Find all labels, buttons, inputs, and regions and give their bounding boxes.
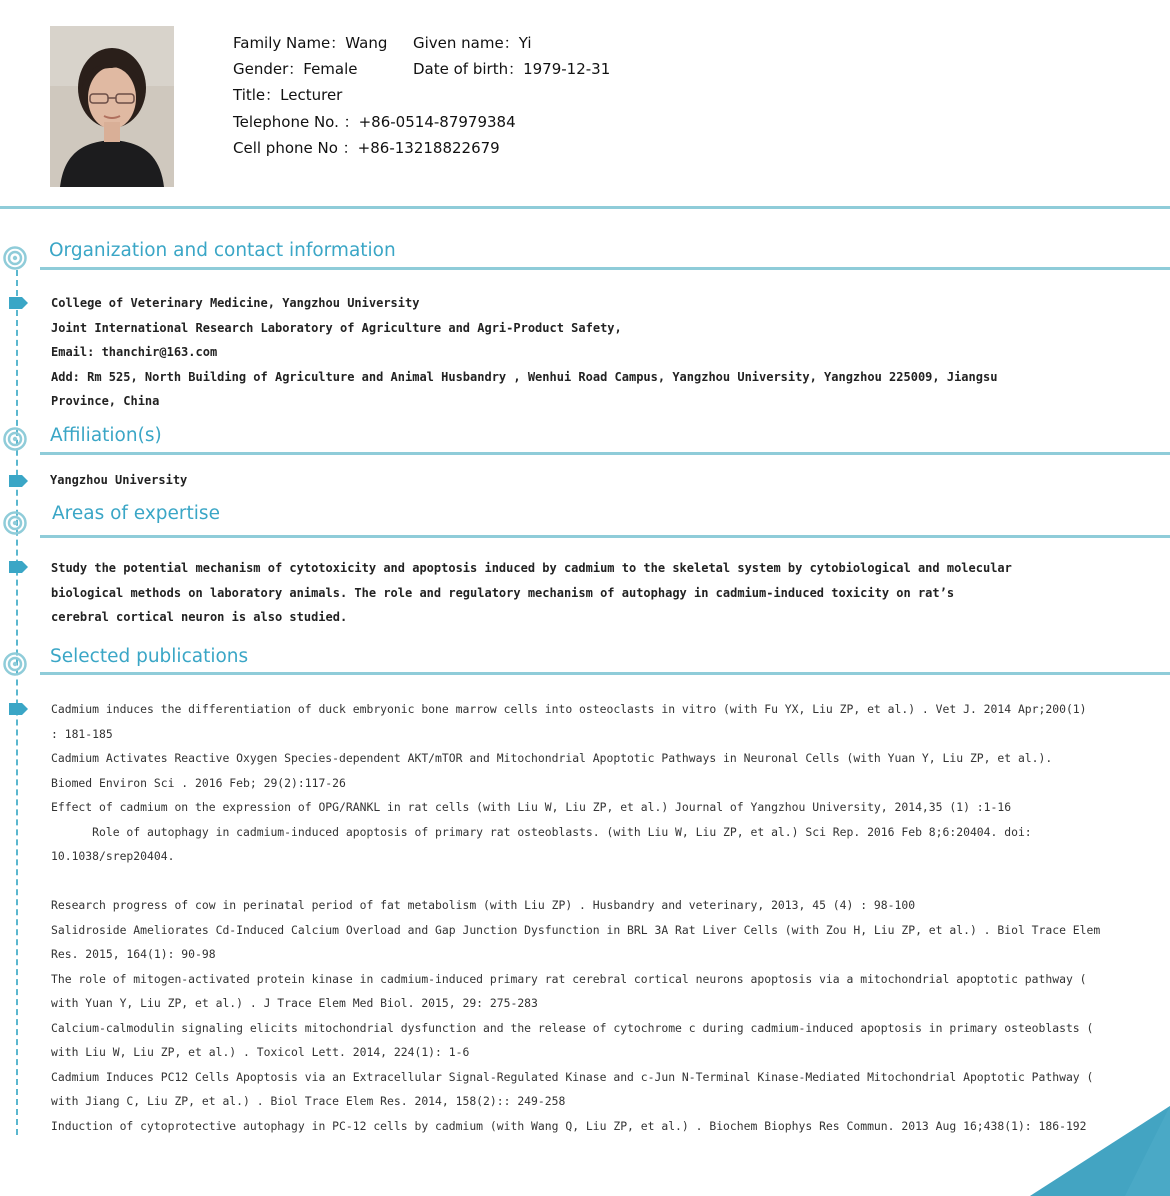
publication-line: with Jiang C, Liu ZP, et al.) . Biol Trace Elem Res. 2014, 158(2):: 249-258: [51, 1094, 566, 1108]
info-row-gender-dob: [233, 56, 611, 82]
expertise-line: biological methods on laboratory animals. The role and regulatory mechanism of autophagy in cadmium-induced toxicity on rat’s: [51, 585, 955, 600]
arrow-tag-icon: [9, 297, 29, 309]
given-name: Given name：Yi: [413, 34, 532, 52]
target-circle-icon: [3, 511, 27, 535]
publication-line: Induction of cytoprotective autophagy in PC-12 cells by cadmium (with Wang Q, Liu ZP, et al.) . Biochem Biophys Res Commun. 2013 Aug 16;438(1): 186-192: [51, 1118, 1087, 1133]
publication-line: Biomed Environ Sci . 2016 Feb; 29(2):117-26: [51, 775, 346, 790]
publication-line: Res. 2015, 164(1): 90-98: [51, 947, 216, 961]
gender: Gender：Female: [233, 60, 358, 79]
org-college: College of Veterinary Medicine, Yangzhou University: [51, 296, 420, 310]
organization-contact-block: [51, 291, 997, 414]
publication-line: 10.1038/srep20404.: [51, 849, 175, 863]
family-name: Family Name：Wang: [233, 34, 388, 52]
arrow-tag-icon: [9, 475, 29, 487]
expertise-block: [51, 556, 1012, 630]
header-divider: [0, 206, 1170, 209]
telephone: Telephone No. ：+86-0514-87979384: [233, 112, 516, 131]
publication-line: The role of mitogen-activated protein kinase in cadmium-induced primary rat cerebral cortical neurons apoptosis via a mitochondrial apoptotic pathway (: [51, 971, 1087, 986]
org-lab: Joint International Research Laboratory of Agriculture and Agri-Product Safety,: [51, 320, 622, 335]
org-email: Email: thanchir@163.com: [51, 345, 218, 360]
org-address: Add: Rm 525, North Building of Agriculture and Animal Husbandry , Wenhui Road Campus, Yangzhou University, Yangzhou 225009, Jiangsu: [51, 369, 998, 384]
expertise-line: cerebral cortical neuron is also studied.: [51, 610, 348, 624]
target-circle-icon: [3, 652, 27, 676]
section-title-organization: Organization and contact information: [49, 240, 396, 261]
publication-line: Cadmium Induces PC12 Cells Apoptosis via an Extracellular Signal-Regulated Kinase and c-Jun N-Terminal Kinase-Mediated Mitochondrial Apoptotic Pathway (: [51, 1069, 1094, 1084]
publication-line: Role of autophagy in cadmium-induced apoptosis of primary rat osteoblasts. (with Liu W, Liu ZP, et al.) Sci Rep. 2016 Feb 8;6:20404. doi:: [51, 824, 1032, 839]
section-title-expertise: Areas of expertise: [52, 503, 220, 524]
publication-line: Research progress of cow in perinatal period of fat metabolism (with Liu ZP) . Husbandry and veterinary, 2013, 45 (4) : 98-100: [51, 898, 916, 912]
section-divider-organization: [40, 267, 1170, 270]
publication-line: Cadmium Activates Reactive Oxygen Species-dependent AKT/mTOR and Mitochondrial Apoptotic Pathways in Neuronal Cells (with Yuan Y, Liu ZP, et al.).: [51, 751, 1053, 765]
section-divider-publications: [40, 672, 1170, 675]
affiliation-text: Yangzhou University: [50, 473, 188, 487]
publication-line: Cadmium induces the differentiation of duck embryonic bone marrow cells into osteoclasts in vitro (with Fu YX, Liu ZP, et al.) . Vet J. 2014 Apr;200(1): [51, 702, 1087, 716]
publication-line: with Liu W, Liu ZP, et al.) . Toxicol Lett. 2014, 224(1): 1-6: [51, 1045, 470, 1059]
info-row-names: [233, 30, 532, 56]
cell-phone: Cell phone No ：+86-13218822679: [233, 138, 500, 157]
arrow-tag-icon: [9, 561, 29, 573]
personal-info: [233, 30, 611, 161]
section-divider-expertise: [40, 535, 1170, 538]
publication-line: Calcium‐calmodulin signaling elicits mitochondrial dysfunction and the release of cytochrome c during cadmium-induced apoptosis in primary osteoblasts (: [51, 1020, 1094, 1035]
publication-line: with Yuan Y, Liu ZP, et al.) . J Trace Elem Med Biol. 2015, 29: 275-283: [51, 996, 538, 1010]
target-circle-icon: [3, 427, 27, 451]
title: Title：Lecturer: [233, 86, 343, 105]
section-title-publications: Selected publications: [50, 646, 249, 667]
publication-line: : 181-185: [51, 726, 113, 741]
target-circle-icon: [3, 246, 27, 270]
date-of-birth: Date of birth：1979-12-31: [413, 60, 611, 79]
profile-photo: [50, 26, 174, 187]
publication-line: Salidroside Ameliorates Cd-Induced Calcium Overload and Gap Junction Dysfunction in BRL 3A Rat Liver Cells (with Zou H, Liu ZP, et al.) . Biol Trace Elem: [51, 922, 1101, 937]
publications-list: [51, 697, 1100, 1138]
publication-line: Effect of cadmium on the expression of OPG/RANKL in rat cells (with Liu W, Liu ZP, et al.) Journal of Yangzhou University, 2014,35 (1) :1-16: [51, 800, 1012, 814]
arrow-tag-icon: [9, 703, 29, 715]
section-divider-affiliation: [40, 452, 1170, 455]
org-address-cont: Province, China: [51, 394, 160, 409]
expertise-line: Study the potential mechanism of cytotoxicity and apoptosis induced by cadmium to the skeletal system by cytobiological and molecular: [51, 561, 1012, 575]
publication-spacer: [51, 869, 1100, 894]
section-title-affiliation: Affiliation(s): [50, 425, 162, 446]
corner-decoration: [1030, 1106, 1170, 1196]
